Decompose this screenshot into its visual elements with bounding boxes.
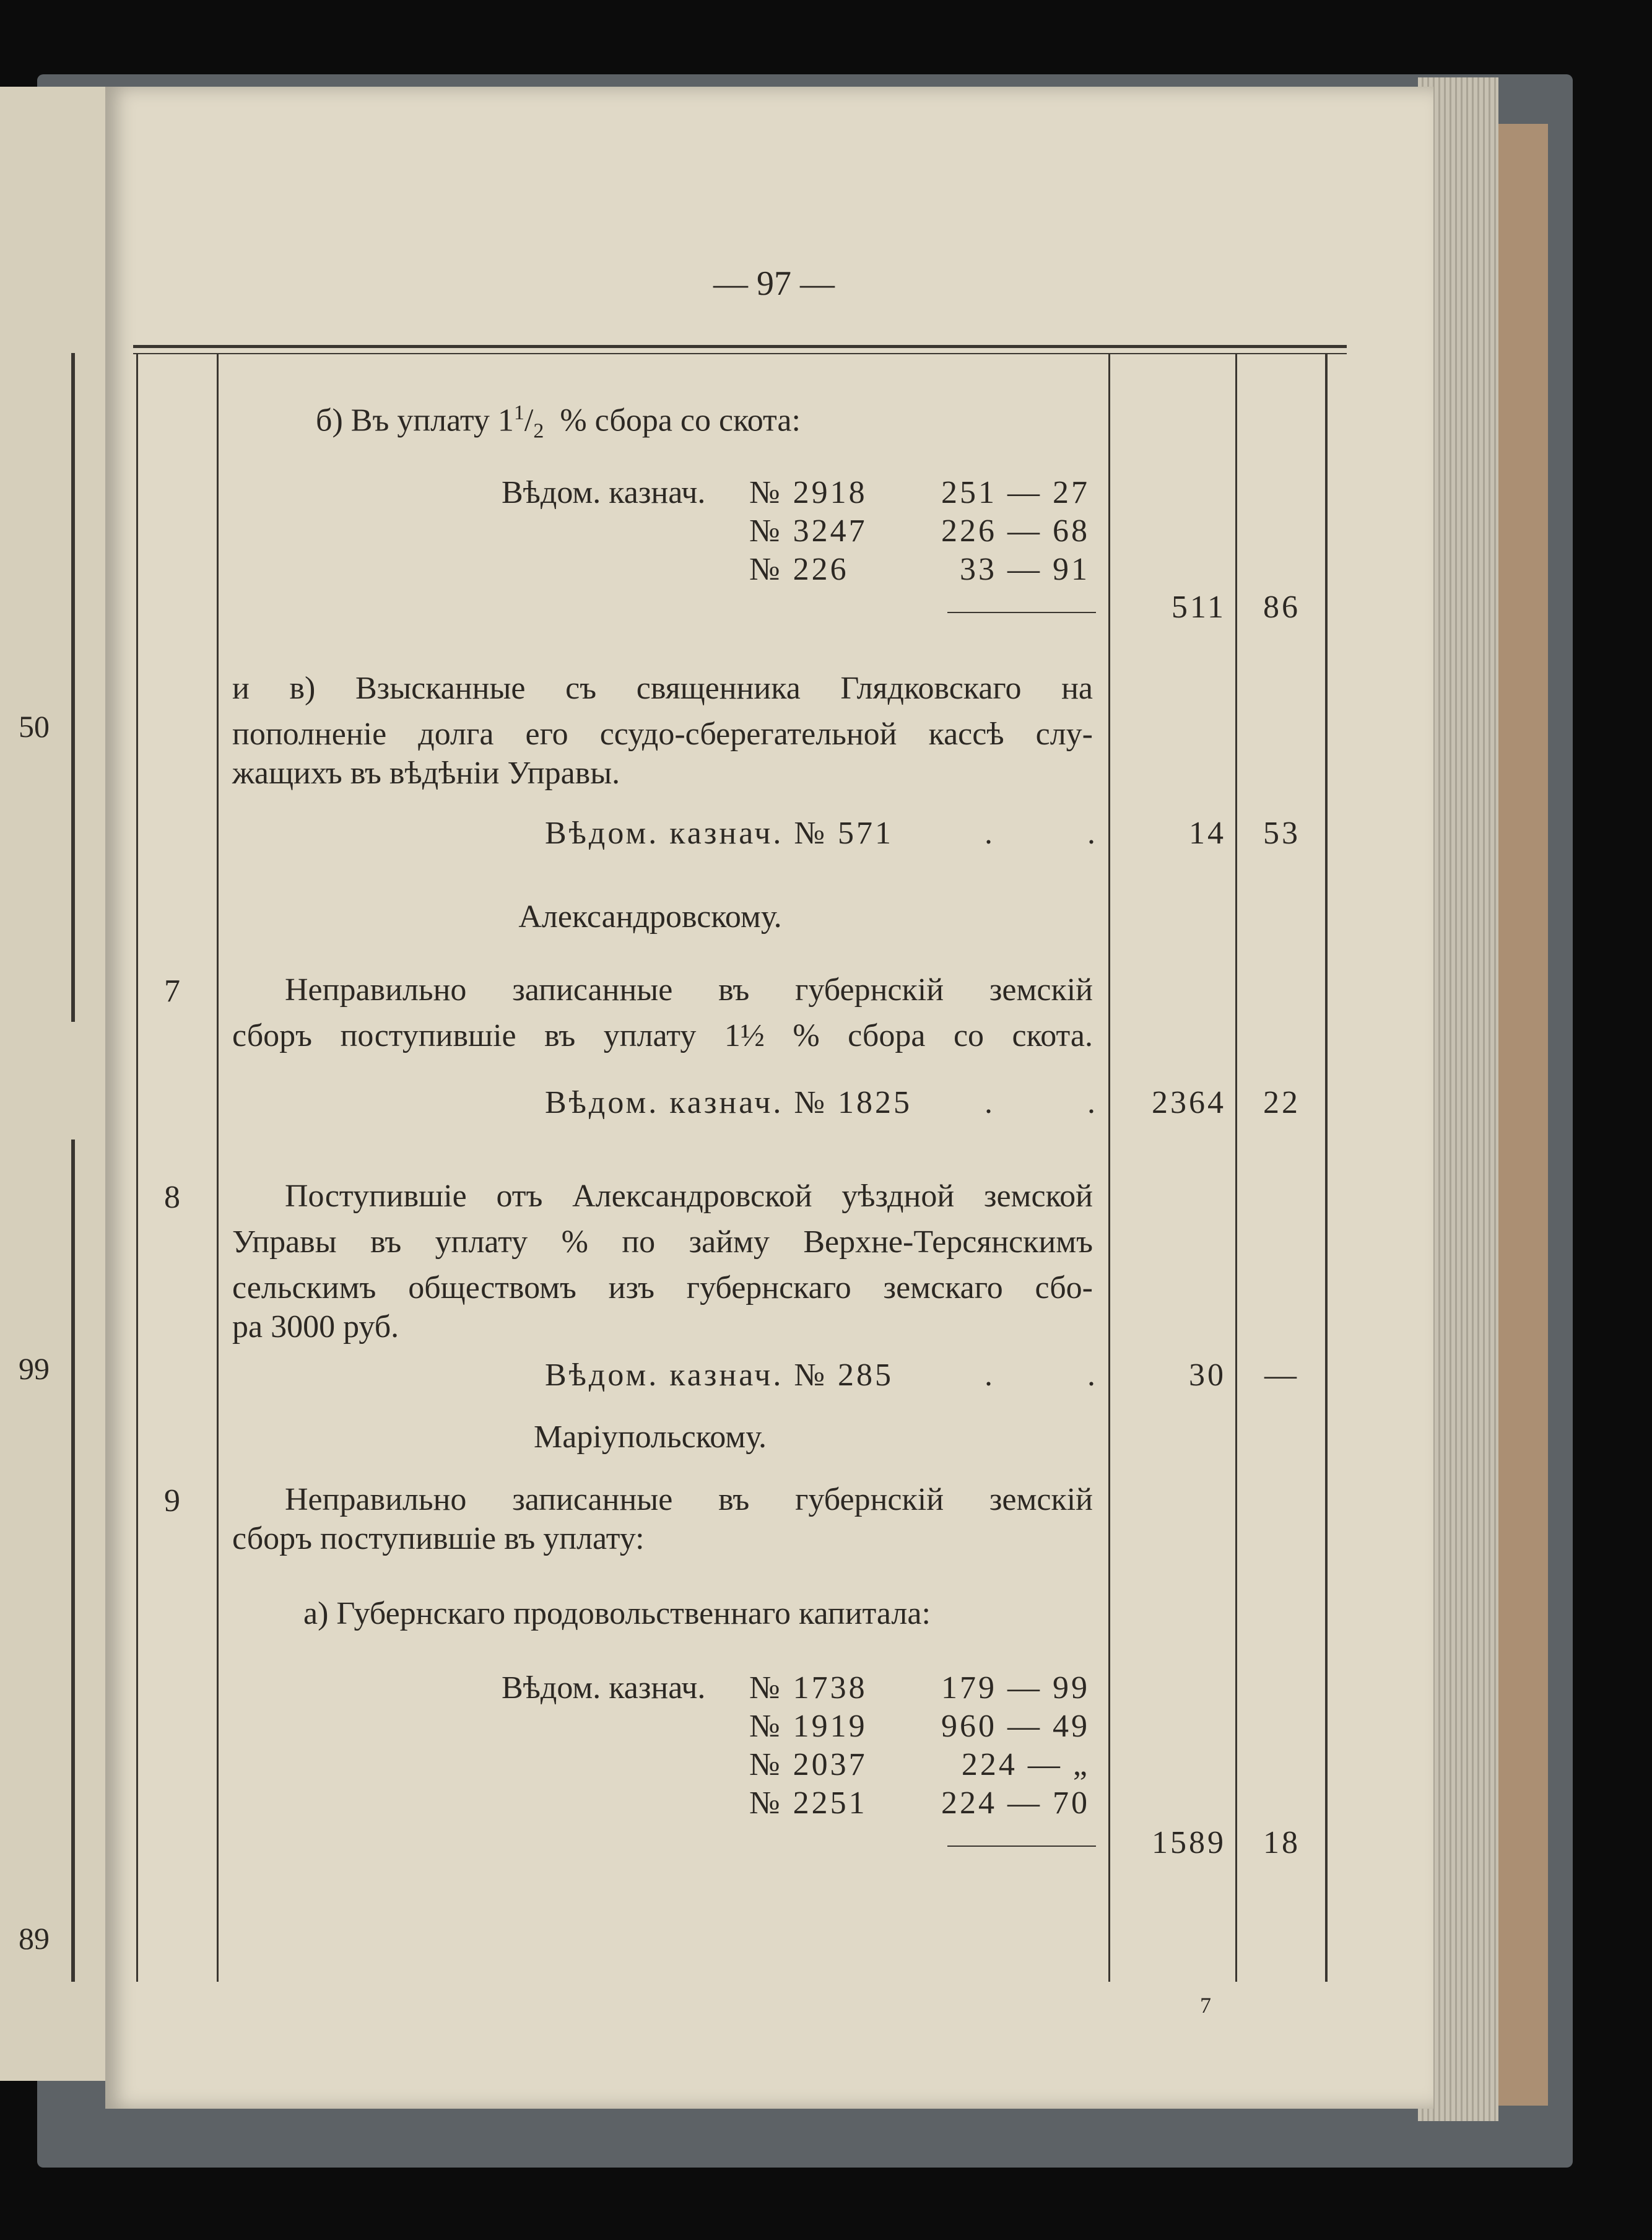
ledger-ref: № 1738 bbox=[749, 1670, 867, 1706]
ledger-ref: № 226 bbox=[749, 552, 849, 587]
ledger-label: Вѣдом. казнач. bbox=[502, 1670, 706, 1706]
ledger-ref: № 3247 bbox=[749, 513, 867, 549]
ledger-ref: № 2037 bbox=[749, 1747, 867, 1782]
amount-kopecks: 53 bbox=[1263, 816, 1300, 851]
ledger-ref: Вѣдом. казнач. № 285 bbox=[545, 1358, 893, 1393]
ledger-amount: 251 — 27 bbox=[941, 475, 1090, 510]
ledger-amount: 33 — 91 bbox=[960, 552, 1090, 587]
total-rubles: 1589 bbox=[1152, 1825, 1226, 1860]
ledger-amount: 224 — „ bbox=[961, 1747, 1090, 1782]
left-page-number: 89 bbox=[19, 1921, 50, 1956]
paragraph-line: ра 3000 руб. bbox=[232, 1309, 399, 1344]
ledger-amount: 224 — 70 bbox=[941, 1785, 1090, 1821]
leader-dots: . . bbox=[985, 816, 1139, 851]
paragraph-line: Поступившіе отъ Александровской уѣздной земской bbox=[285, 1179, 1093, 1214]
amount-rubles: 14 bbox=[1189, 816, 1226, 851]
amount-rubles: 30 bbox=[1189, 1358, 1226, 1393]
column-rule bbox=[136, 353, 138, 1982]
paragraph-line: Неправильно записанные въ губернскій земскій bbox=[285, 1482, 1093, 1517]
paragraph-line: сельскимъ обществомъ изъ губернскаго земскаго сбо- bbox=[232, 1270, 1093, 1305]
ledger-ref: Вѣдом. казнач. № 571 bbox=[545, 816, 893, 851]
ledger-label: Вѣдом. казнач. bbox=[502, 475, 706, 510]
paragraph-line: сборъ поступившіе въ уплату: bbox=[232, 1521, 645, 1556]
row-number: 8 bbox=[164, 1180, 180, 1215]
paragraph-line: и в) Взысканные съ священника Глядковскаго на bbox=[232, 671, 1093, 706]
total-rubles: 511 bbox=[1171, 590, 1226, 625]
left-page-number: 99 bbox=[19, 1351, 50, 1386]
top-rule bbox=[133, 345, 1347, 348]
leader-dots: . . bbox=[985, 1085, 1139, 1120]
ledger-ref: № 1919 bbox=[749, 1709, 867, 1744]
amount-kopecks: — bbox=[1264, 1358, 1299, 1393]
ledger-amount: 179 — 99 bbox=[941, 1670, 1090, 1706]
total-kopecks: 18 bbox=[1263, 1825, 1300, 1860]
column-rule bbox=[217, 353, 219, 1982]
column-rule bbox=[1325, 353, 1328, 1982]
ledger-amount: 226 — 68 bbox=[941, 513, 1090, 549]
paragraph-line: сборъ поступившіе въ уплату 1½ % сбора со скота. bbox=[232, 1018, 1093, 1053]
paragraph-line: Неправильно записанные въ губернскій земскій bbox=[285, 972, 1093, 1008]
column-rule bbox=[1108, 353, 1110, 1982]
paragraph-line: жащихъ въ вѣдѣніи Управы. bbox=[232, 756, 620, 791]
document-page bbox=[105, 87, 1433, 2109]
left-page bbox=[0, 87, 112, 2081]
column-rule bbox=[1235, 353, 1237, 1982]
section-title: б) Въ уплату $1^1/_2$ % сбора со скота: bbox=[316, 401, 801, 443]
ledger-ref: № 2251 bbox=[749, 1785, 867, 1821]
district-heading: Александровскому. bbox=[518, 899, 782, 935]
leader-dots: . . bbox=[985, 1358, 1139, 1393]
paragraph-line: Управы въ уплату % по займу Верхне-Терсянскимъ bbox=[232, 1224, 1093, 1260]
paragraph-line: пополненіе долга его ссудо-сберегательной кассѣ слу- bbox=[232, 717, 1093, 752]
signature-mark: 7 bbox=[1200, 1993, 1211, 2018]
row-number: 7 bbox=[164, 974, 180, 1009]
ledger-ref: Вѣдом. казнач. № 1825 bbox=[545, 1085, 912, 1120]
section-subtitle: а) Губернскаго продовольственнаго капитала: bbox=[303, 1596, 931, 1631]
total-kopecks: 86 bbox=[1263, 590, 1300, 625]
ledger-amount: 960 — 49 bbox=[941, 1709, 1090, 1744]
amount-rubles: 2364 bbox=[1152, 1085, 1226, 1120]
amount-kopecks: 22 bbox=[1263, 1085, 1300, 1120]
page-number: — 97 — bbox=[713, 264, 835, 303]
left-page-number: 50 bbox=[19, 709, 50, 744]
district-heading: Маріупольскому. bbox=[534, 1419, 767, 1455]
ledger-ref: № 2918 bbox=[749, 475, 867, 510]
row-number: 9 bbox=[164, 1483, 180, 1519]
